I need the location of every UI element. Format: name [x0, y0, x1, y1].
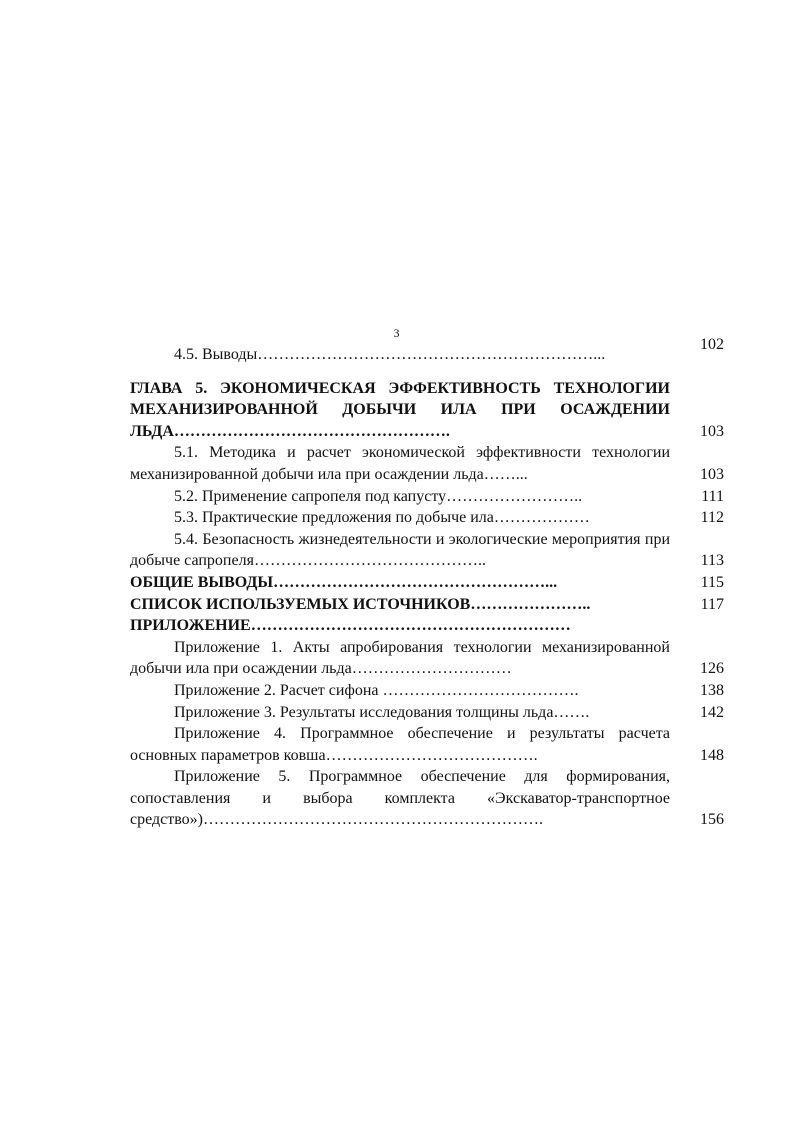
toc-entry-text: 4.5. Выводы………………………………………………………... — [174, 346, 606, 363]
toc-entry-5-3 — [130, 507, 724, 529]
toc-entry-text: 5.4. Безопасность жизнедеятельности и экологические мероприятия при добыче сапропеля…………………………………….. — [130, 530, 670, 570]
toc-entry-page: 115 — [700, 573, 724, 591]
toc-entry-page: 113 — [700, 552, 724, 570]
table-of-contents — [130, 336, 724, 831]
toc-entry-appendix-2 — [130, 680, 724, 702]
toc-entry-appendix-4 — [130, 723, 724, 766]
toc-entry-5-2 — [130, 486, 724, 508]
toc-entry-page: 126 — [700, 660, 724, 678]
toc-entry-4-5 — [130, 336, 724, 366]
toc-entry-appendix-3 — [130, 702, 724, 724]
toc-entry-page: 117 — [700, 595, 724, 613]
toc-entry-text: 5.3. Практические предложения по добыче ила……………… — [174, 509, 590, 527]
toc-entry-page: 138 — [700, 681, 724, 699]
toc-entry-text: Приложение 4. Программное обеспечение и результаты расчета основных параметров ковша…………………………………. — [130, 725, 670, 764]
toc-entry-text: 5.2. Применение сапропеля под капусту…………………….. — [174, 487, 583, 505]
toc-entry-appendix-5 — [130, 766, 724, 831]
toc-entry-chapter-5 — [130, 378, 724, 443]
toc-entry-page: 102 — [700, 336, 724, 353]
toc-entry-text: Приложение 5. Программное обеспечение для формирования, сопоставления и выбора комплекта «Экскаватор-транспортное средство»)………………………………………………………. — [130, 768, 670, 829]
toc-entry-general-conclusions — [130, 572, 724, 594]
toc-entry-page: 103 — [700, 422, 724, 440]
toc-entry-page: 103 — [700, 465, 724, 483]
toc-entry-text: Приложение 1. Акты апробирования технологии механизированной добычи ила при осаждении льда………………………… — [130, 638, 670, 678]
toc-entry-page: 111 — [701, 487, 724, 505]
toc-entry-text: 5.1. Методика и расчет экономической эффективности технологии механизированной добычи ила при осаждении льда……... — [130, 444, 670, 483]
toc-entry-text: ГЛАВА 5. ЭКОНОМИЧЕСКАЯ ЭФФЕКТИВНОСТЬ ТЕХНОЛОГИИ МЕХАНИЗИРОВАННОЙ ДОБЫЧИ ИЛА ПРИ ОСАЖДЕНИИ ЛЬДА……………………………………………. — [130, 379, 670, 440]
toc-entry-page: 148 — [700, 746, 724, 764]
toc-entry-page: 112 — [700, 509, 724, 527]
toc-entry-references — [130, 594, 724, 616]
toc-entry-text: СПИСОК ИСПОЛЬЗУЕМЫХ ИСТОЧНИКОВ………………….. — [130, 595, 591, 613]
toc-entry-page: 142 — [700, 703, 724, 721]
toc-entry-page: 156 — [700, 811, 724, 829]
page-number: 3 — [393, 326, 400, 340]
toc-entry-text: ОБЩИЕ ВЫВОДЫ……………………………………………... — [130, 573, 558, 591]
toc-entry-text: Приложение 3. Результаты исследования толщины льда……. — [174, 703, 590, 721]
toc-entry-5-4 — [130, 529, 724, 572]
toc-entry-appendix-1 — [130, 637, 724, 680]
toc-entry-text: Приложение 2. Расчет сифона ………………………………. — [174, 681, 579, 699]
toc-entry-appendix — [130, 615, 724, 637]
toc-entry-text: ПРИЛОЖЕНИЕ…………………………………………………… — [130, 617, 571, 635]
toc-entry-5-1 — [130, 442, 724, 485]
